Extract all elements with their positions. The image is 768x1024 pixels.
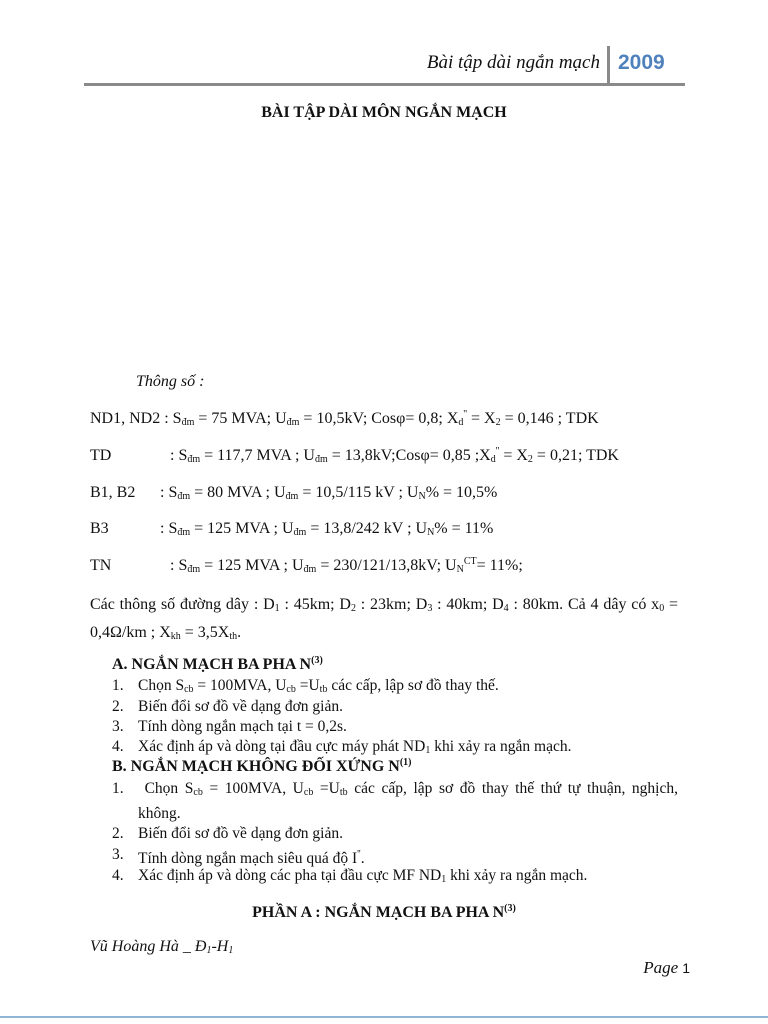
param-row-b1b2: B1, B2 : $S_{đm} = 80$ MVA ; $U_{đm} = 10,5/115$ kV ; $U_N\% = 10,5\%$ — [90, 484, 498, 502]
line-parameters-paragraph: Các thông số đường dây : $D_1$ : 45km; $D_2$ : 23km; $D_3$ : 40km; $D_4$ : 80km. Cả 4 dây có $x_0 = 0,4\Omega/km$ ; $X_{kh} = 3,5X_{th}$. — [90, 596, 679, 642]
param-row-td: TD : $S_{đm} = 117,7$ MVA ; $U_{đm}$ = 13,8kV;Cosφ= 0,85 $;X_d'' = X_2 = 0,21$; TDK — [90, 446, 619, 465]
params-label: Thông số : — [136, 373, 205, 390]
param-row-nd: ND1, ND2 : $S_{đm} = 75$ MVA; $U_{đm} = 10,5kV$; Cosφ= 0,8; $X_d'' = X_2 = 0,146$ ; TDK — [90, 409, 599, 428]
author-line: Vũ Hoàng Hà _ $Đ_1-H_1$ — [90, 938, 234, 956]
page-number-value: 1 — [682, 960, 690, 976]
part-a-title: PHẦN A : NGẮN MẠCH BA PHA $N^{(3)}$ — [252, 903, 516, 921]
param-row-tn: TN : $S_{đm} = 125$ MVA ; $U_{đm} = 230/121/13,8kV$; $U_N^{CT}= 11\%$; — [90, 556, 523, 575]
running-header-title: Bài tập dài ngắn mạch — [426, 52, 600, 73]
section-b-item-1: 1. Chọn $S_{cb} = 100MVA$, $U_{cb} =U_{tb}$ các cấp, lập sơ đồ thay thế thứ tự thuận, nghịch, không. — [112, 780, 678, 822]
page-word: Page — [643, 958, 679, 977]
header-rule — [84, 83, 685, 86]
param-row-b3: B3 : $S_{đm} = 125$ MVA ; $U_{đm} = 13,8/242$ kV ; $U_N\% = 11\%$ — [90, 520, 494, 538]
section-b-heading: B. NGẮN MẠCH KHÔNG ĐỐI XỨNG $N^{(1)}$ — [112, 757, 412, 775]
header-year: 2009 — [618, 51, 665, 74]
header-divider — [607, 46, 610, 86]
footer-rule — [0, 1016, 768, 1018]
section-a-heading: A. NGẮN MẠCH BA PHA $N^{(3)}$ — [112, 655, 323, 673]
document-title: BÀI TẬP DÀI MÔN NGẮN MẠCH — [261, 104, 507, 121]
page-number — [643, 958, 690, 978]
